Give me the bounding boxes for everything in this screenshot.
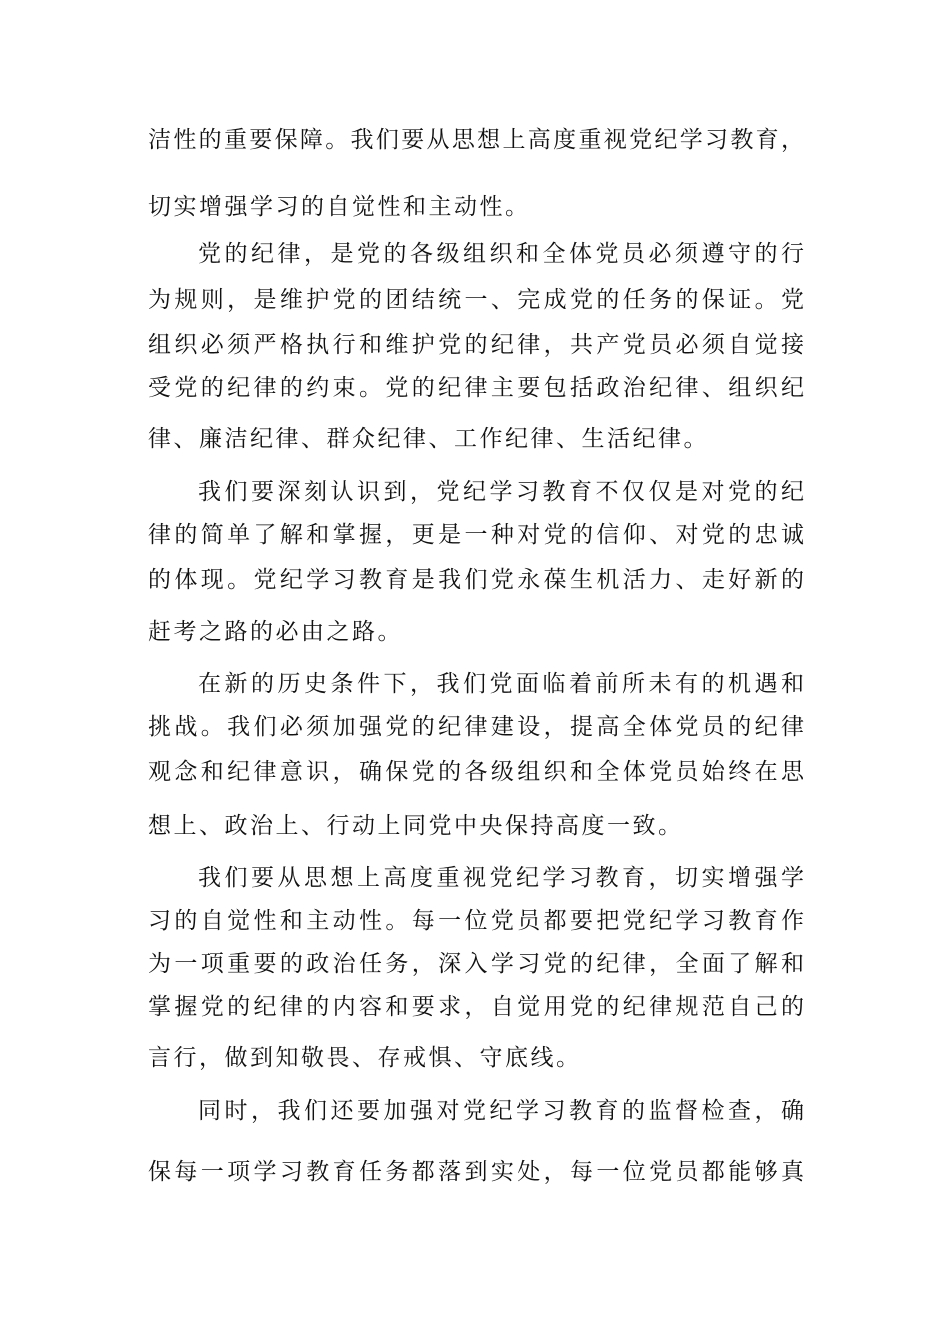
- text-line: 观念和纪律意识，确保党的各级组织和全体党员始终在思: [148, 759, 804, 785]
- text-line: 受党的纪律的约束。党的纪律主要包括政治纪律、组织纪: [148, 375, 804, 401]
- text-line: 律的简单了解和掌握，更是一种对党的信仰、对党的忠诚: [148, 522, 804, 548]
- paragraph-start-line: 我们要从思想上高度重视党纪学习教育，切实增强学: [198, 865, 804, 891]
- paragraph-start-line: 在新的历史条件下，我们党面临着前所未有的机遇和: [198, 671, 804, 697]
- text-line: 的体现。党纪学习教育是我们党永葆生机活力、走好新的: [148, 567, 804, 593]
- text-line: 组织必须严格执行和维护党的纪律，共产党员必须自觉接: [148, 332, 804, 358]
- text-line: 习的自觉性和主动性。每一位党员都要把党纪学习教育作: [148, 908, 804, 934]
- text-line: 为一项重要的政治任务，深入学习党的纪律，全面了解和: [148, 951, 804, 977]
- paragraph-start-line: 同时，我们还要加强对党纪学习教育的监督检查，确: [198, 1098, 804, 1124]
- text-line: 律、廉洁纪律、群众纪律、工作纪律、生活纪律。: [148, 426, 709, 452]
- text-line: 挑战。我们必须加强党的纪律建设，提高全体党员的纪律: [148, 714, 804, 740]
- text-line: 保每一项学习教育任务都落到实处，每一位党员都能够真: [148, 1159, 804, 1185]
- paragraph-start-line: 我们要深刻认识到，党纪学习教育不仅仅是对党的纪: [198, 479, 804, 505]
- paragraph-start-line: 党的纪律，是党的各级组织和全体党员必须遵守的行: [198, 241, 804, 267]
- text-line: 为规则，是维护党的团结统一、完成党的任务的保证。党: [148, 287, 804, 313]
- text-line: 切实增强学习的自觉性和主动性。: [148, 194, 531, 220]
- text-line: 言行，做到知敬畏、存戒惧、守底线。: [148, 1045, 582, 1071]
- text-line: 赶考之路的必由之路。: [148, 619, 403, 645]
- text-line: 洁性的重要保障。我们要从思想上高度重视党纪学习教育，: [148, 127, 804, 153]
- text-line: 掌握党的纪律的内容和要求，自觉用党的纪律规范自己的: [148, 994, 804, 1020]
- text-line: 想上、政治上、行动上同党中央保持高度一致。: [148, 813, 684, 839]
